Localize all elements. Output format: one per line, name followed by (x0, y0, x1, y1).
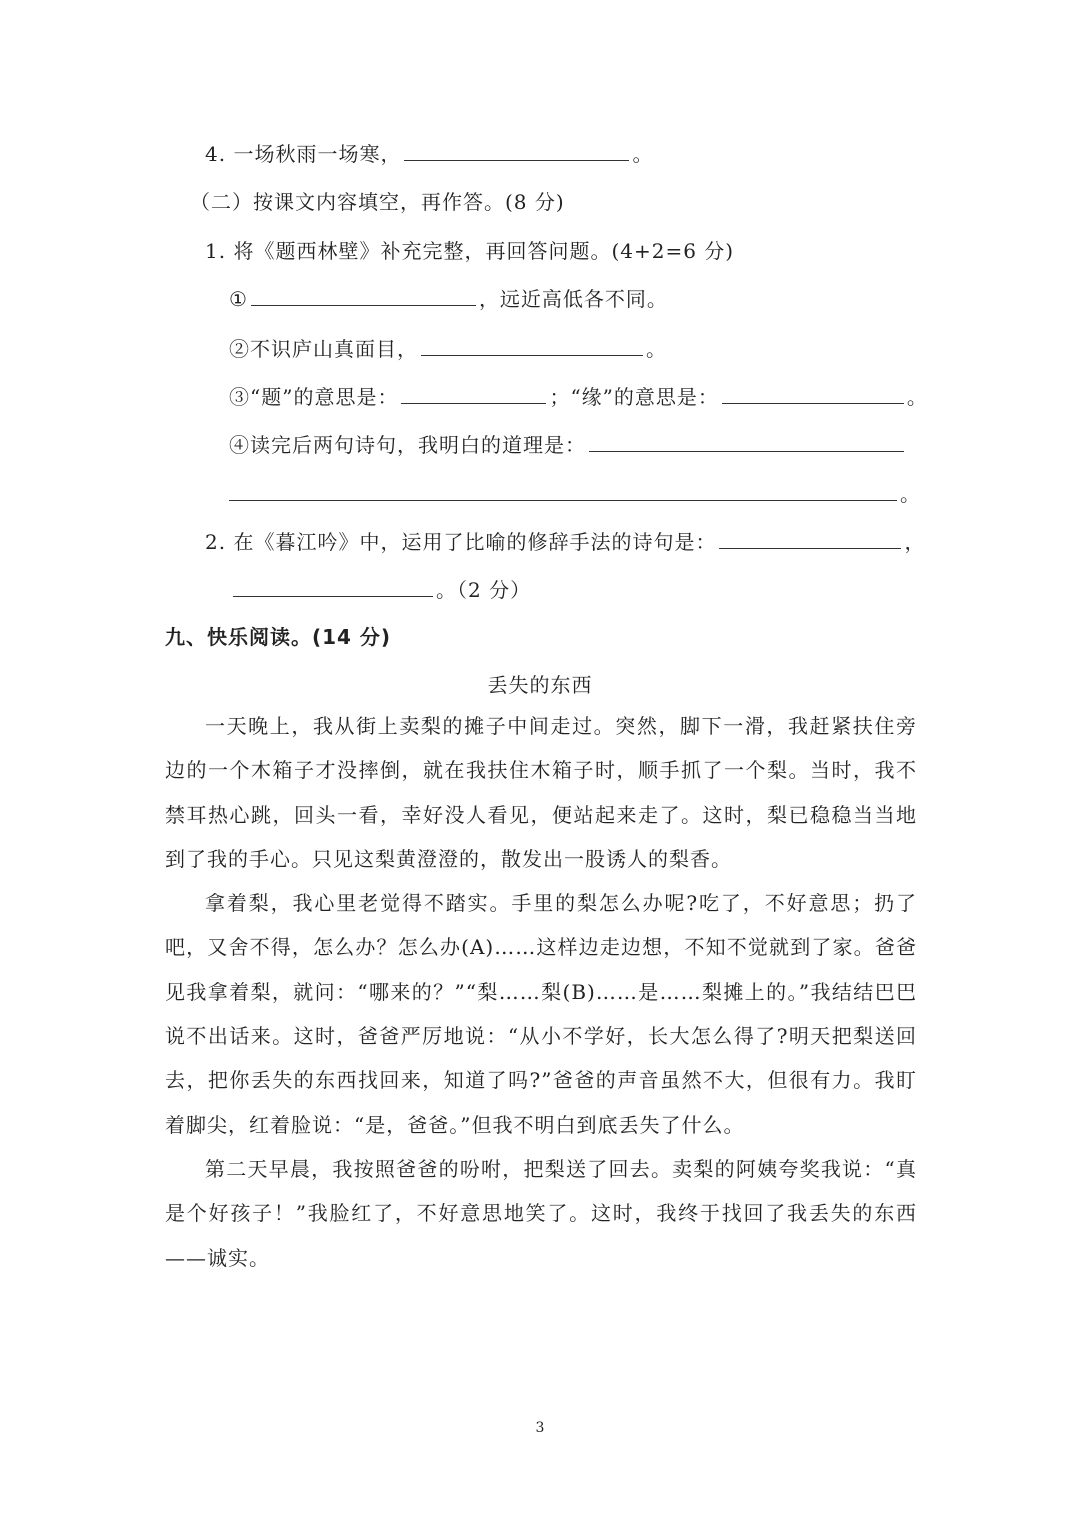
section-title: （二）按课文内容填空，再作答。(8 分) (190, 190, 565, 214)
story-title: 丢失的东西 (487, 673, 593, 697)
answer-blank[interactable] (233, 576, 433, 597)
story-body (165, 704, 917, 1280)
answer-blank[interactable] (722, 383, 904, 404)
answer-blank[interactable] (719, 528, 901, 549)
word-meaning-question: ③“题”的意思是： ；“缘”的意思是： 。 (229, 385, 928, 409)
question-2-continued: 。（2 分） (233, 576, 531, 604)
answer-blank[interactable] (251, 285, 476, 306)
answer-blank[interactable] (404, 140, 629, 161)
question-1-prompt: 1. 将《题西林壁》补充完整，再回答问题。(4+2=6 分) (205, 239, 735, 263)
lesson-question-continued: 。 (229, 480, 921, 508)
story-paragraph: 拿着梨，我心里老觉得不踏实。手里的梨怎么办呢?吃了，不好意思；扔了吧，又舍不得，怎么办？怎么办(A)……这样边走边想，不知不觉就到了家。爸爸见我拿着梨，就问：“哪来的？”“梨……梨(B)……是……梨摊上的。”我结结巴巴说不出话来。这时，爸爸严厉地说：“从小不学好，长大怎么得了?明天把梨送回去，把你丢失的东西找回来，知道了吗?”爸爸的声音虽然不大，但很有力。我盯着脚尖，红着脸说：“是，爸爸。”但我不明白到底丢失了什么。 (165, 891, 917, 1137)
answer-blank[interactable] (229, 480, 897, 501)
lesson-question: ④读完后两句诗句，我明白的道理是： (229, 431, 907, 459)
question-2: 2. 在《暮江吟》中，运用了比喻的修辞手法的诗句是： ， (205, 530, 926, 554)
question-4-text: 4. 一场秋雨一场寒， (205, 142, 402, 166)
answer-blank[interactable] (401, 383, 546, 404)
answer-blank[interactable] (589, 431, 904, 452)
question-4: 4. 一场秋雨一场寒， 。 (205, 142, 654, 166)
story-paragraph: 一天晚上，我从街上卖梨的摊子中间走过。突然，脚下一滑，我赶紧扶住旁边的一个木箱子才没摔倒，就在我扶住木箱子时，顺手抓了一个梨。当时，我不禁耳热心跳，回头一看，幸好没人看见，便站起来走了。这时，梨已稳稳当当地到了我的手心。只见这梨黄澄澄的，散发出一股诱人的梨香。 (165, 714, 917, 871)
section-heading: 九、快乐阅读。(14 分) (165, 625, 392, 649)
answer-blank[interactable] (421, 335, 643, 356)
page-number: 3 (535, 1420, 545, 1436)
poem-line-2: ②不识庐山真面目， 。 (229, 337, 667, 361)
story-paragraph: 第二天早晨，我按照爸爸的吩咐，把梨送了回去。卖梨的阿姨夸奖我说：“真是个好孩子！”我脸红了，不好意思地笑了。这时，我终于找回了我丢失的东西——诚实。 (165, 1156, 917, 1270)
poem-line-1: ① ，远近高低各不同。 (229, 287, 668, 311)
